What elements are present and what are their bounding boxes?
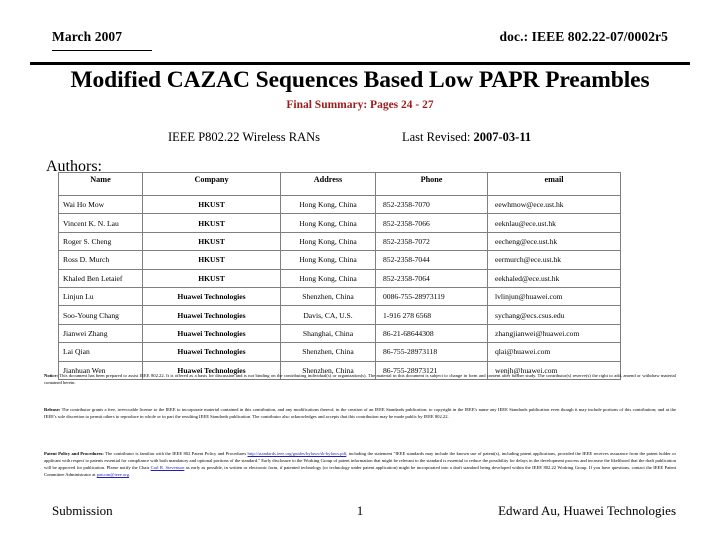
cell-address: Shenzhen, China [281,361,376,379]
cell-company: HKUST [143,214,281,232]
cell-email: eewhmow@ece.ust.hk [488,196,621,214]
legal-patent-text-2: , including the statement "IEEE standards may include the known use of patent(s), including patent applications, provided the IEEE receives assurance from the patent holder or applicant with respect to patents essential for compliance with both mandatory and optional portions of the standard." Early disclosure to the Working Group of patent information that might be relevant to the standard is essential to reduce the possibility for delays in the development process and increase the likelihood that the draft publication will be approved for publication. Please notify the Chair [44,451,676,471]
cell-name: Jianhuan Wen [59,361,143,379]
table-row [59,269,621,287]
last-revised-label: Last Revised: [402,130,474,144]
cell-phone: 852-2358-7044 [376,251,488,269]
working-group-label: IEEE P802.22 Wireless RANs [168,130,321,144]
cell-email: lvlinjun@huawei.com [488,287,621,305]
table-row [59,232,621,250]
cell-address: Hong Kong, China [281,232,376,250]
cell-name: Lai Qian [59,343,143,361]
cell-address: Shanghai, China [281,324,376,342]
cell-name: Jianwei Zhang [59,324,143,342]
cell-company: Huawei Technologies [143,287,281,305]
cell-company: HKUST [143,196,281,214]
cell-phone: 86-755-28973118 [376,343,488,361]
footer-page-number: 1 [356,503,364,518]
cell-company: Huawei Technologies [143,343,281,361]
header-date: March 2007 [52,29,123,44]
column-header-company: Company [143,173,281,196]
table-row [59,196,621,214]
cell-address: Hong Kong, China [281,214,376,232]
legal-patent-label: Patent Policy and Procedures: [44,451,104,456]
chair-contact-link[interactable]: Carl R. Stevenson [150,465,185,471]
cell-phone: 852-2358-7070 [376,196,488,214]
table-header-row [59,173,621,196]
last-revised [402,130,531,145]
legal-notice-paragraph [44,372,676,386]
cell-email: sychang@ecs.csus.edu [488,306,621,324]
header-underline-short [52,50,152,51]
cell-company: Huawei Technologies [143,361,281,379]
table-row [59,251,621,269]
authors-table [58,172,621,380]
table-row [59,214,621,232]
cell-name: Ross D. Murch [59,251,143,269]
patent-policy-link[interactable]: http://standards.ieee.org/guides/bylaws/sb-bylaws.pdf [247,451,347,456]
header-doc-id: doc.: IEEE 802.22-07/0002r5 [499,29,668,44]
legal-notice-text: This document has been prepared to assist IEEE 802.22. It is offered as a basis for discussion and is not binding on the contributing individual(s) or organization(s). The material in this document is subject to change in form and content after further study. The contributor(s) reserve(s) the right to add, amend or withdraw material contained herein. [44,373,676,386]
table-row [59,287,621,305]
legal-patent-text-4: . [129,472,131,478]
cell-phone: 1-916 278 6568 [376,306,488,324]
cell-email: wenjh@huawei.com [488,361,621,379]
cell-address: Hong Kong, China [281,251,376,269]
legal-patent-text-3: as early as possible, in written or electronic form, if patented technology (or technology under patent application) might be incorporated into a draft standard being developed within the IEEE 802.22 Working Group. If you have questions, contact the IEEE Patent Committee Administrator at [44,465,676,478]
cell-phone: 86-21-68644308 [376,324,488,342]
column-header-name: Name [59,173,143,196]
header-divider-rule [30,62,690,65]
cell-phone: 852-2358-7066 [376,214,488,232]
cell-company: HKUST [143,269,281,287]
cell-company: HKUST [143,232,281,250]
page-subtitle: Final Summary: Pages 24 - 27 [286,99,434,111]
page-title: Modified CAZAC Sequences Based Low PAPR Preambles [70,67,650,93]
cell-address: Hong Kong, China [281,269,376,287]
cell-email: qlai@huawei.com [488,343,621,361]
cell-name: Linjun Lu [59,287,143,305]
table-row [59,343,621,361]
authors-heading: Authors: [46,158,102,175]
cell-phone: 0086-755-28973119 [376,287,488,305]
column-header-phone: Phone [376,173,488,196]
legal-notice-label: Notice: [44,373,59,378]
cell-name: Soo-Young Chang [59,306,143,324]
legal-release-paragraph [44,406,676,420]
cell-name: Vincent K. N. Lau [59,214,143,232]
cell-phone: 86-755-28973121 [376,361,488,379]
cell-address: Hong Kong, China [281,196,376,214]
table-row [59,324,621,342]
column-header-email: email [488,173,621,196]
cell-email: eekhaled@ece.ust.hk [488,269,621,287]
cell-name: Wai Ho Mow [59,196,143,214]
cell-address: Davis, CA, U.S. [281,306,376,324]
cell-email: zhangjianwei@huawei.com [488,324,621,342]
legal-patent-paragraph [44,450,676,478]
cell-company: HKUST [143,251,281,269]
column-header-address: Address [281,173,376,196]
table-row [59,306,621,324]
legal-release-text: The contributor grants a free, irrevocable license to the IEEE to incorporate material contained in this contribution, and any modifications thereof, in the creation of an IEEE Standards publication; to copyright in the IEEE's name any IEEE Standards publication even though it may include portions of this contribution; and at the IEEE's sole discretion to permit others to reproduce in whole or in part the resulting IEEE Standards publication. The contributor also acknowledges and accepts that this contribution may be made public by IEEE 802.22. [44,407,676,420]
legal-release-label: Release: [44,407,61,412]
cell-name: Roger S. Cheng [59,232,143,250]
cell-phone: 852-2358-7064 [376,269,488,287]
cell-address: Shenzhen, China [281,343,376,361]
cell-email: eecheng@ece.ust.hk [488,232,621,250]
last-revised-date: 2007-03-11 [473,130,532,144]
cell-address: Shenzhen, China [281,287,376,305]
cell-company: Huawei Technologies [143,306,281,324]
cell-name: Khaled Ben Letaief [59,269,143,287]
footer-author-affiliation: Edward Au, Huawei Technologies [498,503,676,518]
cell-phone: 852-2358-7072 [376,232,488,250]
cell-email: eermurch@ece.ust.hk [488,251,621,269]
footer-submission-label: Submission [52,503,113,518]
cell-email: eeknlau@ece.ust.hk [488,214,621,232]
legal-patent-text-1: The contributor is familiar with the IEEE 802 Patent Policy and Procedures [103,451,248,456]
patcom-email-link[interactable]: patcom@ieee.org [96,472,130,478]
cell-company: Huawei Technologies [143,324,281,342]
slide-header [52,30,668,45]
